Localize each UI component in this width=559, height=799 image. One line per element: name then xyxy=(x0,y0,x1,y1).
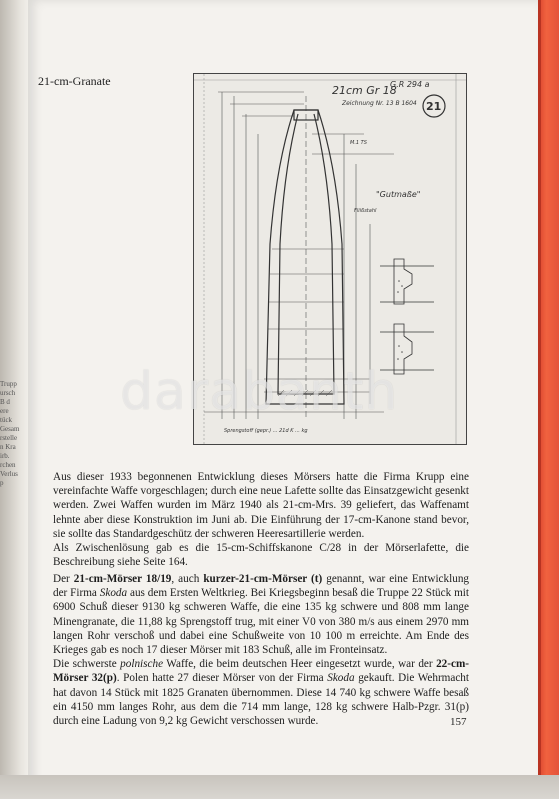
text-run: aus dem Ersten Weltkrieg. Bei Kriegsbeginn besaß die Truppe 22 Stück mit 6900 Schuß dieser 9130 kg schweren Waffe, die eine 135 kg schwere und 808 mm lange Minengranate, die 11,88 kg Sprengstoff trug, mit einer V0 von 380 m/s aus einem 2970 mm langen Rohr verschoß und dabei eine Schußweite von 10 100 m erreichte. Am Ende des Krieges gab es noch 17 dieser Mörser mit 183 Schuß, alle im Fronteinsatz. xyxy=(53,587,469,657)
paragraph-text xyxy=(53,657,469,728)
bold-term: kurzer-21-cm-Mörser (t) xyxy=(203,573,323,585)
section-label: 21-cm-Granate xyxy=(38,74,111,88)
left-fragment: rstelle xyxy=(0,434,18,442)
left-fragment: p xyxy=(0,479,4,487)
drawing-circled-number: 21 xyxy=(426,100,442,113)
left-fragment: irb. xyxy=(0,452,10,460)
drawing-footnote: Sprengstoff (gepr.) ... 21d K ... kg xyxy=(224,428,308,434)
watermark: darabanth xyxy=(120,362,399,422)
drawing-gutmasse-note: "Gutmaße" xyxy=(376,190,421,199)
text-run: . Polen hatte 27 dieser Mörser von der Firma xyxy=(116,672,328,685)
left-fragment: ursch xyxy=(0,389,16,397)
left-fragment: rchen xyxy=(0,461,16,469)
drawing-material-note: M.1 TS xyxy=(350,140,367,146)
technical-drawing xyxy=(193,73,467,445)
paragraph-krupp xyxy=(53,470,469,569)
drawing-number-label: Zeichnung Nr. 13 B 1604 xyxy=(342,100,417,107)
shell-drawing-svg xyxy=(194,74,466,444)
italic-term: Skoda xyxy=(99,587,128,600)
drawing-code: G.R 294 a xyxy=(390,80,430,89)
drawing-filling-note: Fliißstahl xyxy=(354,208,377,214)
paragraph-text: Als Zwischenlösung gab es die 15-cm-Schiffskanone C/28 in der Mörserlafette, die Beschreibung siehe Seite 164. xyxy=(53,542,469,569)
left-fragment: Verlus xyxy=(0,470,18,478)
paragraph-moerser xyxy=(53,572,469,728)
bold-term: 21-cm-Mörser 18/19 xyxy=(73,573,172,585)
left-fragment: ere xyxy=(0,407,9,415)
text-run: , auch xyxy=(171,573,204,585)
left-fragment: n Kra xyxy=(0,443,16,451)
left-fragment: B d xyxy=(0,398,10,406)
italic-term: Skoda xyxy=(327,672,355,685)
paragraph-text: Aus dieser 1933 begonnenen Entwicklung dieses Mörsers hatte die Firma Krupp eine vereinfachte Waffe vorgeschlagen; durch eine neue Lafette sollte das Einsatzgewicht gesenkt werden. Zwei Waffen wurden im März 1940 als 21-cm-Mrs. 39 geliefert, das Waffenamt lehnte aber diese Konstruktion im Juni ab. Die Einführung der 17-cm-Kanone stand bevor, sie sollte das Standardgeschütz der schweren Heeresartillerie werden. xyxy=(53,471,469,540)
text-run: genannt, war eine Entwicklung der Firma xyxy=(53,573,470,600)
page-number: 157 xyxy=(450,716,467,728)
page-edge-red xyxy=(538,0,559,775)
paragraph-text xyxy=(53,572,469,657)
text-run: Waffe, die beim deutschen Heer eingesetzt wurde, war der xyxy=(163,658,437,671)
italic-term: polnische xyxy=(120,658,164,671)
bottom-shadow xyxy=(0,775,559,799)
left-fragment: Gesam xyxy=(0,425,20,433)
drawing-title: 21cm Gr 18 xyxy=(332,84,397,97)
text-run: Die schwerste xyxy=(53,658,121,671)
left-fragment: tück xyxy=(0,416,13,424)
text-run: gekauft. Die Wehrmacht hat davon 14 Stück mit 1825 Granaten übernommen. Diese 14 740 kg schwere Waffe besaß ein 4150 mm langes Rohr, aus dem die 714 mm lange, 128 kg schwere Halb-Pzgr. 31(p) durch eine Ladung von 9,2 kg Gewicht verschossen wurde. xyxy=(53,672,470,728)
left-page-fragments xyxy=(0,380,30,488)
text-run: Der xyxy=(53,573,74,585)
bold-term: 22-cm-Mörser 32(p) xyxy=(53,658,469,685)
left-fragment: Trupp xyxy=(0,380,17,388)
